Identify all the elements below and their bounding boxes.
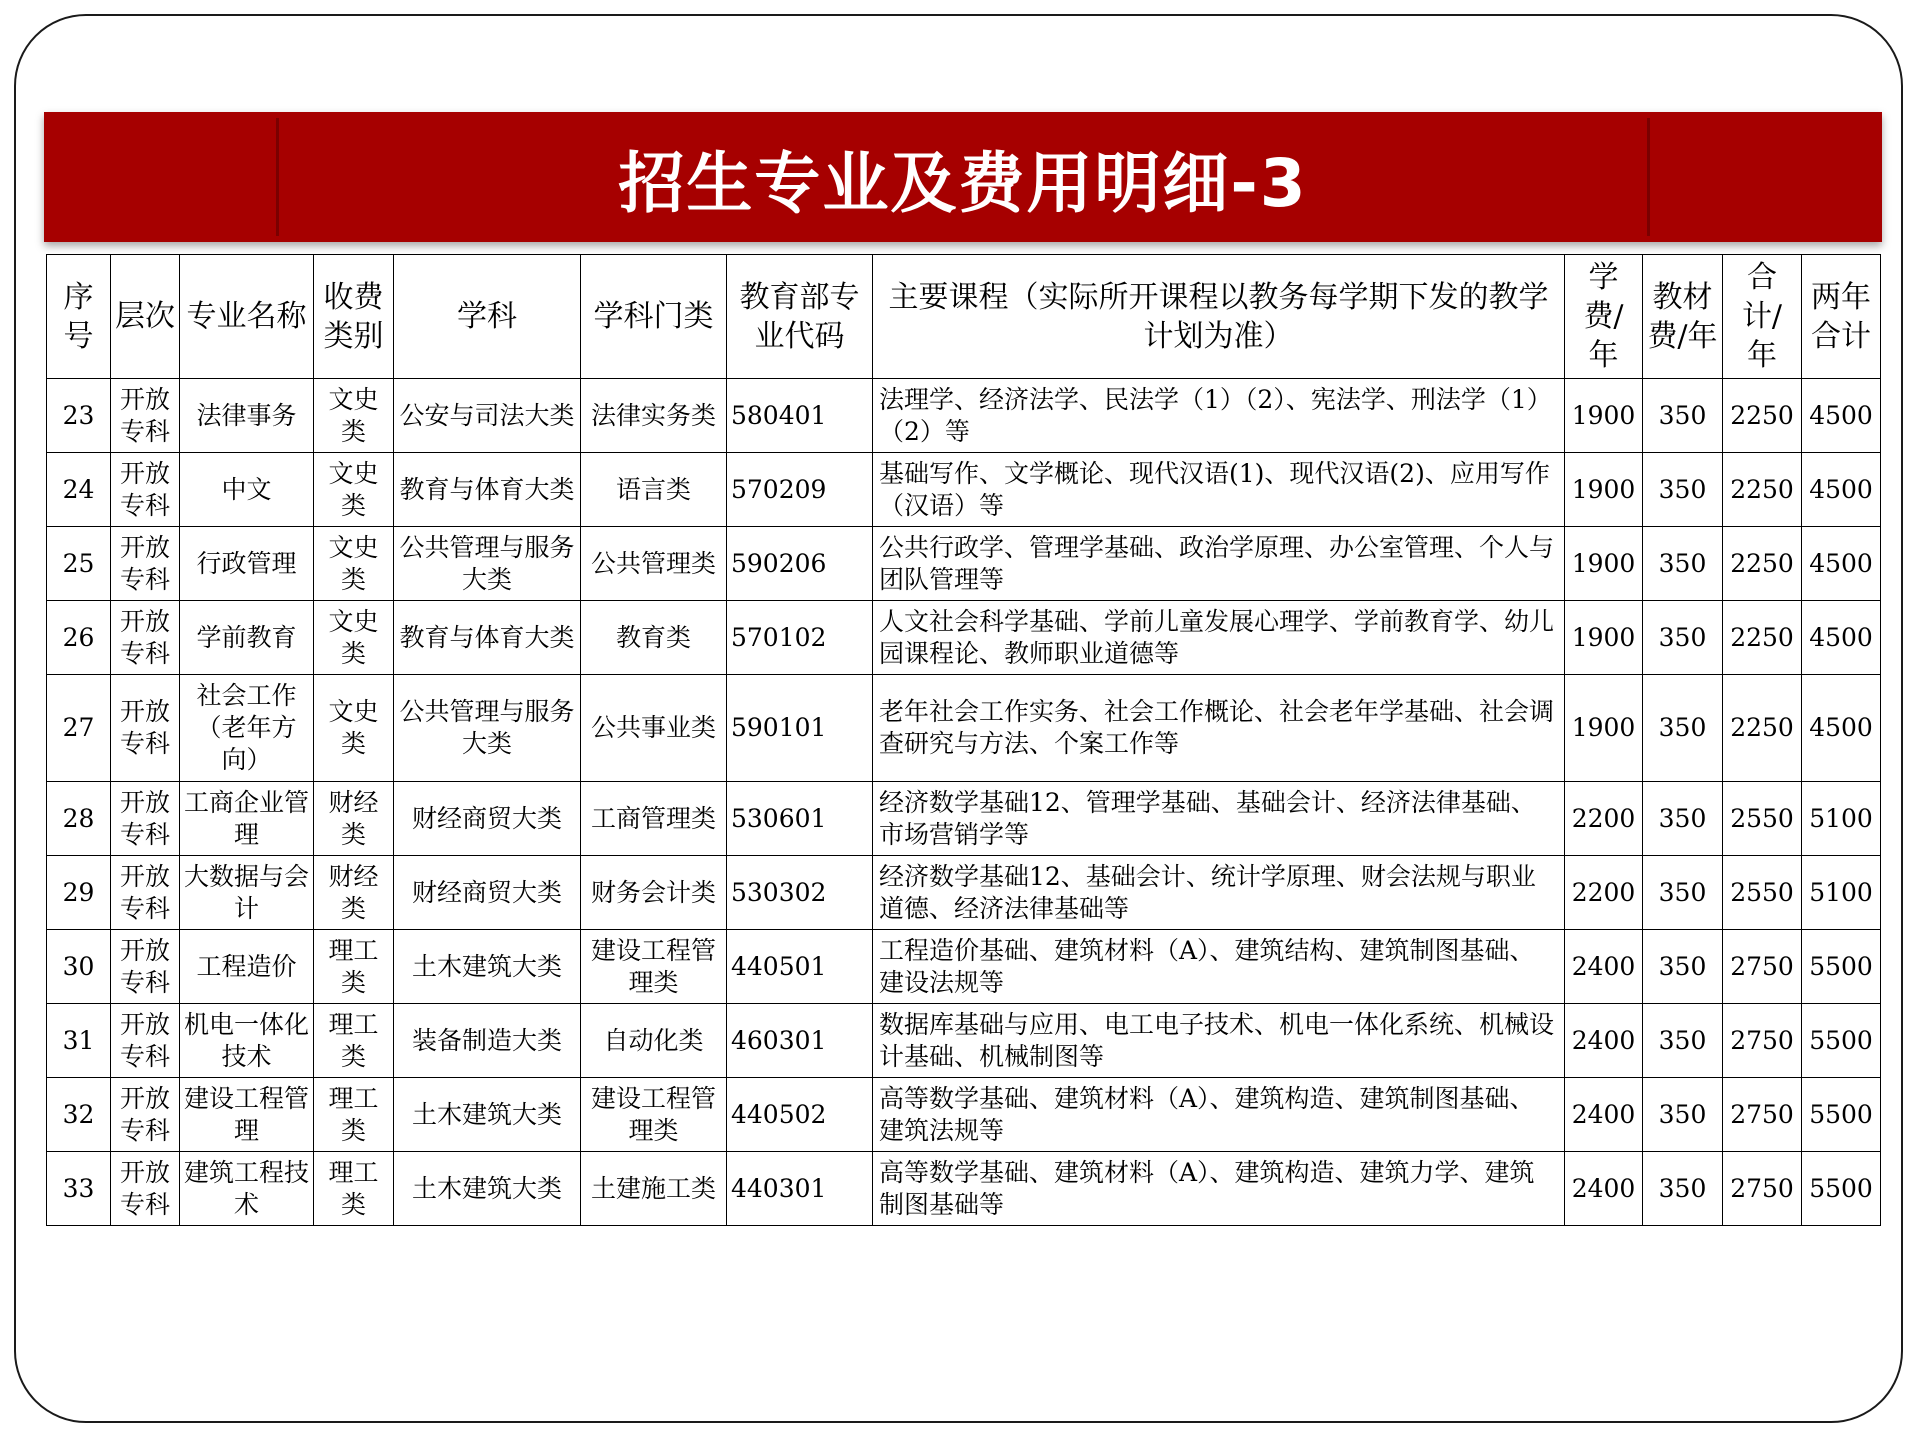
cell-code: 440501 (727, 930, 873, 1004)
cell-total-year: 2250 (1723, 527, 1802, 601)
cell-total-two: 5500 (1802, 1004, 1881, 1078)
cell-seq: 32 (47, 1078, 111, 1152)
cell-category: 教育类 (581, 601, 727, 675)
cell-total-year: 2550 (1723, 782, 1802, 856)
cell-category: 财务会计类 (581, 856, 727, 930)
cell-category: 土建施工类 (581, 1152, 727, 1226)
table-row (47, 856, 1881, 930)
table-row (47, 601, 1881, 675)
header-fee-type: 收费类别 (314, 255, 394, 379)
cell-textbook: 350 (1643, 1004, 1723, 1078)
cell-level: 开放专科 (111, 856, 180, 930)
header-major: 专业名称 (180, 255, 314, 379)
cell-category: 建设工程管理类 (581, 930, 727, 1004)
cell-tuition: 2200 (1565, 856, 1643, 930)
cell-courses: 高等数学基础、建筑材料（A）、建筑构造、建筑制图基础、建筑法规等 (873, 1078, 1565, 1152)
cell-discipline: 土木建筑大类 (394, 930, 581, 1004)
cell-total-year: 2550 (1723, 856, 1802, 930)
table-row (47, 930, 1881, 1004)
banner-divider-right (1647, 118, 1650, 236)
cell-fee-type: 理工类 (314, 930, 394, 1004)
cell-major: 工商企业管理 (180, 782, 314, 856)
table-header-row (47, 255, 1881, 379)
cell-total-year: 2250 (1723, 601, 1802, 675)
cell-code: 530302 (727, 856, 873, 930)
cell-level: 开放专科 (111, 1004, 180, 1078)
cell-code: 590101 (727, 675, 873, 782)
cell-discipline: 装备制造大类 (394, 1004, 581, 1078)
cell-seq: 29 (47, 856, 111, 930)
header-total-year: 合计/年 (1723, 255, 1802, 379)
cell-fee-type: 理工类 (314, 1004, 394, 1078)
header-discipline: 学科 (394, 255, 581, 379)
cell-discipline: 财经商贸大类 (394, 856, 581, 930)
cell-seq: 31 (47, 1004, 111, 1078)
cell-major: 中文 (180, 453, 314, 527)
cell-tuition: 2400 (1565, 930, 1643, 1004)
cell-major: 行政管理 (180, 527, 314, 601)
cell-category: 建设工程管理类 (581, 1078, 727, 1152)
cell-tuition: 1900 (1565, 527, 1643, 601)
cell-code: 460301 (727, 1004, 873, 1078)
table-row (47, 782, 1881, 856)
cell-major: 社会工作（老年方向） (180, 675, 314, 782)
cell-seq: 28 (47, 782, 111, 856)
cell-fee-type: 文史类 (314, 453, 394, 527)
cell-total-two: 4500 (1802, 379, 1881, 453)
cell-major: 工程造价 (180, 930, 314, 1004)
cell-total-two: 5500 (1802, 1078, 1881, 1152)
cell-discipline: 土木建筑大类 (394, 1152, 581, 1226)
header-level: 层次 (111, 255, 180, 379)
cell-discipline: 财经商贸大类 (394, 782, 581, 856)
table-row (47, 675, 1881, 782)
cell-tuition: 2400 (1565, 1078, 1643, 1152)
cell-seq: 23 (47, 379, 111, 453)
cell-level: 开放专科 (111, 379, 180, 453)
cell-courses: 人文社会科学基础、学前儿童发展心理学、学前教育学、幼儿园课程论、教师职业道德等 (873, 601, 1565, 675)
cell-major: 机电一体化技术 (180, 1004, 314, 1078)
cell-courses: 经济数学基础12、管理学基础、基础会计、经济法律基础、市场营销学等 (873, 782, 1565, 856)
cell-discipline: 公安与司法大类 (394, 379, 581, 453)
cell-code: 570102 (727, 601, 873, 675)
header-seq: 序号 (47, 255, 111, 379)
cell-courses: 基础写作、文学概论、现代汉语(1)、现代汉语(2)、应用写作（汉语）等 (873, 453, 1565, 527)
cell-seq: 24 (47, 453, 111, 527)
cell-category: 自动化类 (581, 1004, 727, 1078)
cell-total-two: 4500 (1802, 601, 1881, 675)
cell-level: 开放专科 (111, 930, 180, 1004)
cell-fee-type: 文史类 (314, 675, 394, 782)
cell-level: 开放专科 (111, 601, 180, 675)
cell-tuition: 1900 (1565, 675, 1643, 782)
cell-textbook: 350 (1643, 379, 1723, 453)
header-code: 教育部专业代码 (727, 255, 873, 379)
cell-total-two: 5500 (1802, 1152, 1881, 1226)
cell-category: 语言类 (581, 453, 727, 527)
cell-code: 440301 (727, 1152, 873, 1226)
table-row (47, 1078, 1881, 1152)
cell-total-two: 5500 (1802, 930, 1881, 1004)
cell-total-two: 5100 (1802, 782, 1881, 856)
cell-fee-type: 财经类 (314, 782, 394, 856)
cell-textbook: 350 (1643, 675, 1723, 782)
cell-code: 530601 (727, 782, 873, 856)
cell-textbook: 350 (1643, 527, 1723, 601)
cell-discipline: 公共管理与服务大类 (394, 527, 581, 601)
cell-textbook: 350 (1643, 601, 1723, 675)
cell-courses: 高等数学基础、建筑材料（A）、建筑构造、建筑力学、建筑制图基础等 (873, 1152, 1565, 1226)
cell-seq: 30 (47, 930, 111, 1004)
cell-textbook: 350 (1643, 856, 1723, 930)
cell-total-year: 2750 (1723, 1078, 1802, 1152)
cell-courses: 工程造价基础、建筑材料（A）、建筑结构、建筑制图基础、建设法规等 (873, 930, 1565, 1004)
table-row (47, 527, 1881, 601)
header-courses: 主要课程（实际所开课程以教务每学期下发的教学计划为准） (873, 255, 1565, 379)
cell-tuition: 1900 (1565, 379, 1643, 453)
cell-discipline: 教育与体育大类 (394, 453, 581, 527)
header-textbook: 教材费/年 (1643, 255, 1723, 379)
cell-fee-type: 文史类 (314, 527, 394, 601)
cell-major: 建设工程管理 (180, 1078, 314, 1152)
cell-category: 公共事业类 (581, 675, 727, 782)
header-total-two: 两年合计 (1802, 255, 1881, 379)
cell-total-two: 4500 (1802, 527, 1881, 601)
cell-tuition: 2400 (1565, 1152, 1643, 1226)
cell-level: 开放专科 (111, 527, 180, 601)
header-discipline-category: 学科门类 (581, 255, 727, 379)
cell-tuition: 2400 (1565, 1004, 1643, 1078)
cell-courses: 数据库基础与应用、电工电子技术、机电一体化系统、机械设计基础、机械制图等 (873, 1004, 1565, 1078)
cell-major: 大数据与会计 (180, 856, 314, 930)
cell-category: 公共管理类 (581, 527, 727, 601)
cell-total-two: 4500 (1802, 453, 1881, 527)
cell-level: 开放专科 (111, 675, 180, 782)
cell-total-year: 2250 (1723, 379, 1802, 453)
cell-tuition: 1900 (1565, 601, 1643, 675)
page-title: 招生专业及费用明细-3 (618, 144, 1308, 222)
cell-level: 开放专科 (111, 1078, 180, 1152)
cell-textbook: 350 (1643, 1078, 1723, 1152)
banner-divider-left (276, 118, 279, 236)
cell-discipline: 教育与体育大类 (394, 601, 581, 675)
cell-textbook: 350 (1643, 930, 1723, 1004)
cell-textbook: 350 (1643, 782, 1723, 856)
cell-total-year: 2250 (1723, 453, 1802, 527)
cell-courses: 公共行政学、管理学基础、政治学原理、办公室管理、个人与团队管理等 (873, 527, 1565, 601)
cell-major: 建筑工程技术 (180, 1152, 314, 1226)
cell-tuition: 2200 (1565, 782, 1643, 856)
cell-seq: 27 (47, 675, 111, 782)
cell-discipline: 公共管理与服务大类 (394, 675, 581, 782)
cell-fee-type: 文史类 (314, 601, 394, 675)
cell-fee-type: 理工类 (314, 1152, 394, 1226)
cell-tuition: 1900 (1565, 453, 1643, 527)
title-banner (44, 112, 1882, 242)
cell-seq: 25 (47, 527, 111, 601)
cell-fee-type: 财经类 (314, 856, 394, 930)
cell-fee-type: 文史类 (314, 379, 394, 453)
cell-total-year: 2750 (1723, 1152, 1802, 1226)
fee-table (46, 254, 1881, 1226)
cell-level: 开放专科 (111, 1152, 180, 1226)
cell-code: 580401 (727, 379, 873, 453)
cell-level: 开放专科 (111, 453, 180, 527)
cell-total-two: 4500 (1802, 675, 1881, 782)
cell-code: 590206 (727, 527, 873, 601)
cell-discipline: 土木建筑大类 (394, 1078, 581, 1152)
cell-seq: 26 (47, 601, 111, 675)
cell-major: 学前教育 (180, 601, 314, 675)
cell-courses: 经济数学基础12、基础会计、统计学原理、财会法规与职业道德、经济法律基础等 (873, 856, 1565, 930)
cell-seq: 33 (47, 1152, 111, 1226)
cell-fee-type: 理工类 (314, 1078, 394, 1152)
cell-major: 法律事务 (180, 379, 314, 453)
cell-total-two: 5100 (1802, 856, 1881, 930)
table-row (47, 379, 1881, 453)
cell-textbook: 350 (1643, 1152, 1723, 1226)
table-row (47, 1152, 1881, 1226)
cell-category: 法律实务类 (581, 379, 727, 453)
cell-total-year: 2750 (1723, 1004, 1802, 1078)
cell-textbook: 350 (1643, 453, 1723, 527)
cell-total-year: 2250 (1723, 675, 1802, 782)
table-row (47, 453, 1881, 527)
cell-courses: 老年社会工作实务、社会工作概论、社会老年学基础、社会调查研究与方法、个案工作等 (873, 675, 1565, 782)
cell-courses: 法理学、经济法学、民法学（1）（2）、宪法学、刑法学（1）（2）等 (873, 379, 1565, 453)
header-tuition: 学费/年 (1565, 255, 1643, 379)
cell-level: 开放专科 (111, 782, 180, 856)
cell-category: 工商管理类 (581, 782, 727, 856)
cell-total-year: 2750 (1723, 930, 1802, 1004)
cell-code: 570209 (727, 453, 873, 527)
cell-code: 440502 (727, 1078, 873, 1152)
table-row (47, 1004, 1881, 1078)
